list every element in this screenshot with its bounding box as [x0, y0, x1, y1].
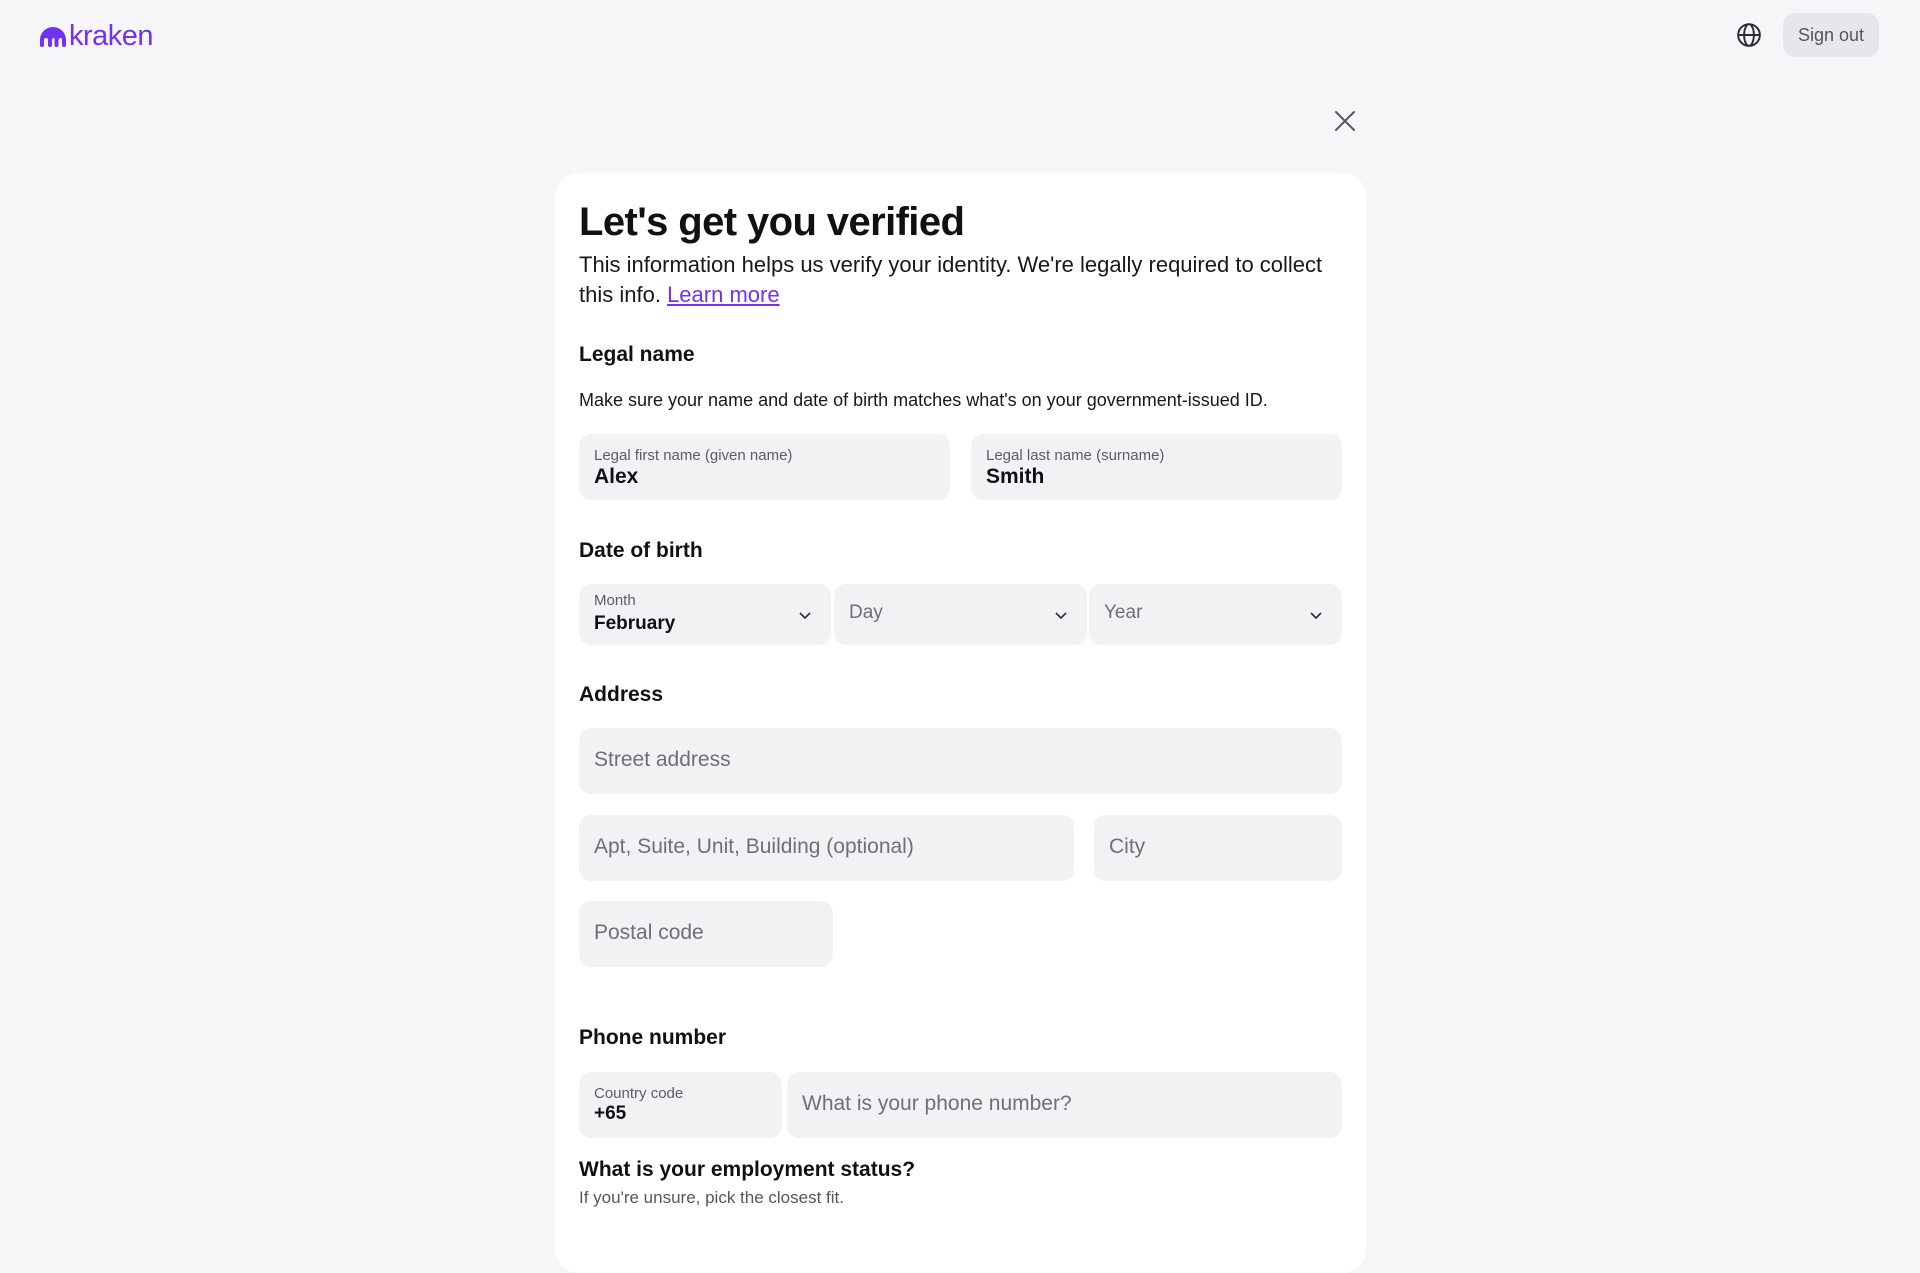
postal-code-placeholder: Postal code	[594, 921, 704, 944]
country-code-value: +65	[594, 1103, 627, 1124]
last-name-label: Legal last name (surname)	[986, 447, 1165, 464]
year-placeholder: Year	[1104, 602, 1143, 623]
intro-body: This information helps us verify your identity. We're legally required to collect this info.	[579, 252, 1323, 307]
first-name-label: Legal first name (given name)	[594, 447, 793, 464]
sign-out-button[interactable]: Sign out	[1783, 13, 1879, 57]
first-name-value[interactable]: Alex	[594, 465, 639, 488]
last-name-field[interactable]	[971, 434, 1342, 500]
postal-code-input[interactable]	[579, 901, 833, 967]
year-select[interactable]	[1089, 584, 1342, 645]
address-heading: Address	[579, 683, 664, 706]
month-label: Month	[594, 592, 636, 609]
day-select[interactable]	[834, 584, 1087, 645]
first-name-field[interactable]	[579, 434, 950, 500]
country-code-label: Country code	[594, 1085, 684, 1102]
chevron-down-icon	[1053, 607, 1069, 623]
day-placeholder: Day	[849, 602, 883, 623]
employment-hint: If you're unsure, pick the closest fit.	[579, 1188, 844, 1207]
street-address-input[interactable]	[579, 728, 1342, 794]
last-name-value[interactable]: Smith	[986, 465, 1045, 488]
country-code-select[interactable]	[579, 1072, 782, 1138]
month-value: February	[594, 613, 676, 634]
legal-name-hint: Make sure your name and date of birth matches what's on your government-issued ID.	[579, 390, 1268, 410]
chevron-down-icon	[797, 607, 813, 623]
kraken-logo-icon	[40, 27, 66, 47]
city-input[interactable]	[1094, 815, 1342, 881]
dob-heading: Date of birth	[579, 539, 703, 562]
kraken-logo[interactable]	[40, 22, 153, 51]
learn-more-link[interactable]: Learn more	[667, 282, 780, 307]
intro-text	[579, 250, 1342, 310]
logo-text: kraken	[69, 20, 154, 52]
globe-icon[interactable]	[1736, 22, 1762, 48]
employment-heading: What is your employment status?	[579, 1158, 916, 1181]
close-icon[interactable]	[1333, 109, 1357, 133]
legal-name-heading: Legal name	[579, 343, 695, 366]
chevron-down-icon	[1308, 607, 1324, 623]
verification-card	[555, 173, 1366, 1273]
city-placeholder: City	[1109, 835, 1146, 858]
phone-heading: Phone number	[579, 1026, 727, 1049]
street-address-placeholder: Street address	[594, 748, 731, 771]
apt-placeholder: Apt, Suite, Unit, Building (optional)	[594, 835, 914, 858]
phone-number-input[interactable]	[787, 1072, 1342, 1138]
page-title: Let's get you verified	[579, 200, 965, 244]
apt-input[interactable]	[579, 815, 1074, 881]
month-select[interactable]	[579, 584, 831, 645]
phone-number-placeholder: What is your phone number?	[802, 1092, 1072, 1115]
